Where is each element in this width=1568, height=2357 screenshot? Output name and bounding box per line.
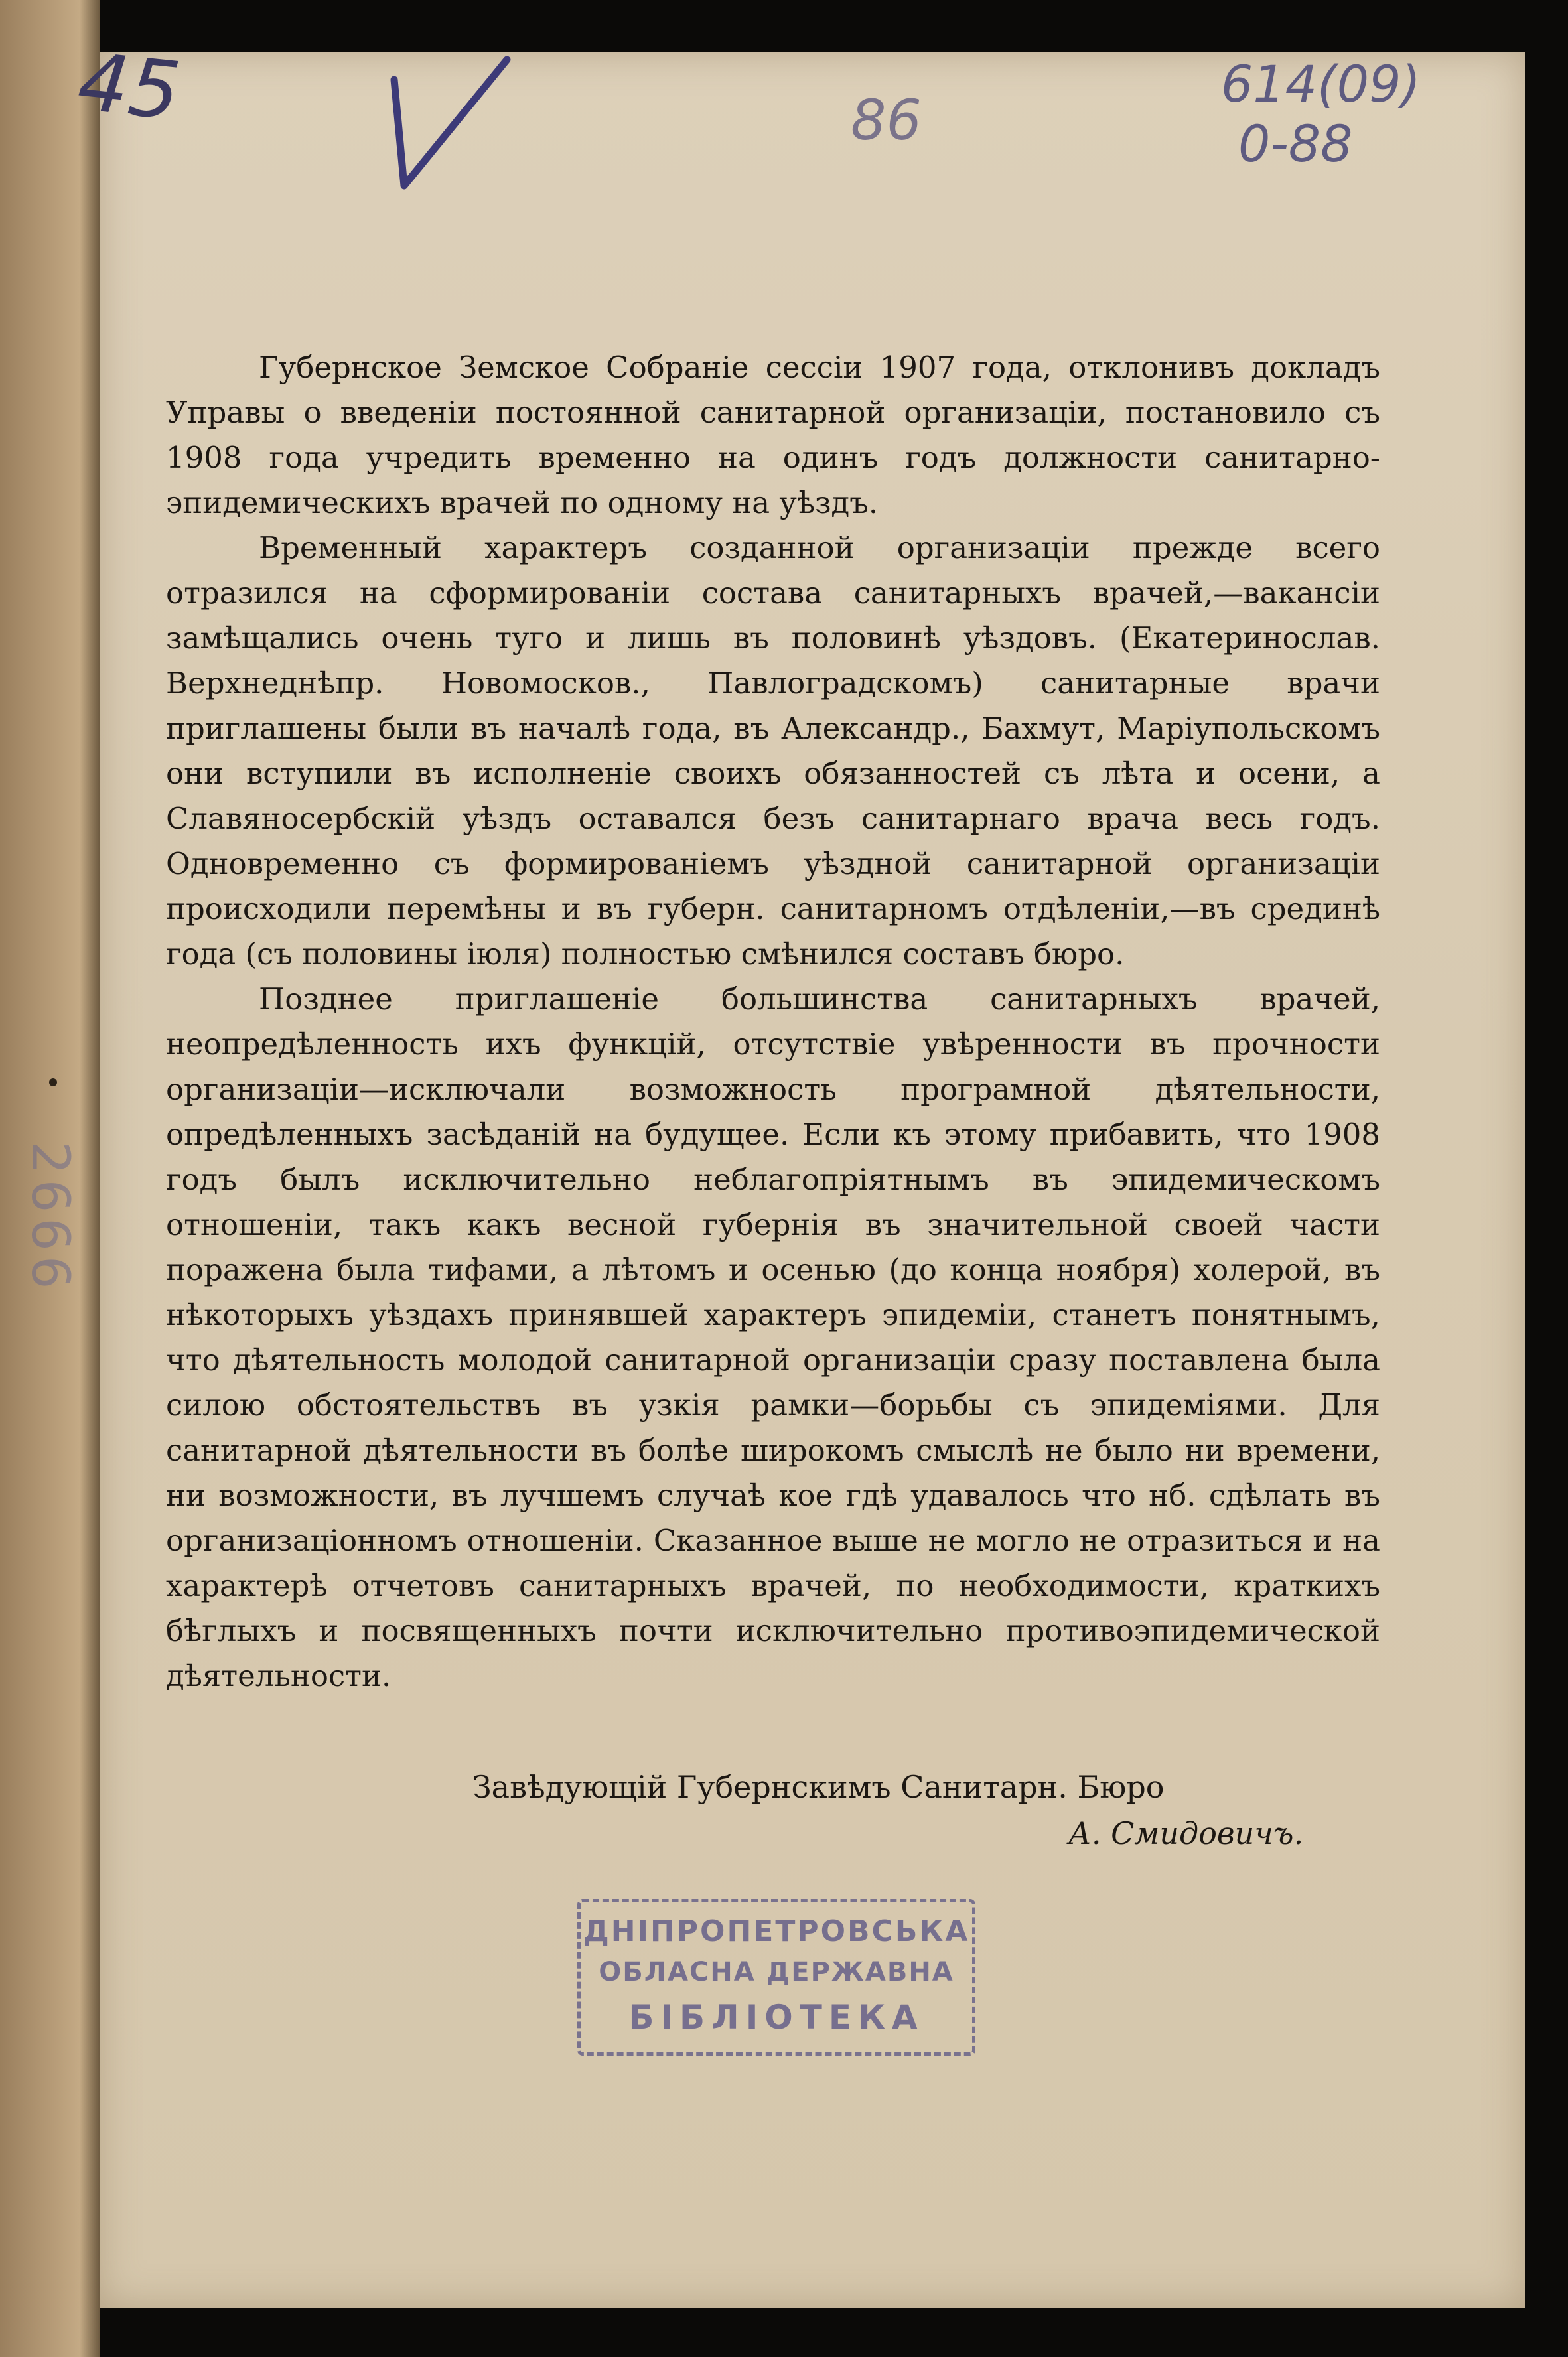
- handwritten-leaf-number: 86: [851, 88, 922, 153]
- paragraph: Позднее приглашеніе большинства санитарныхъ врачей, неопредѣленность ихъ функцій, отсутствіе увѣренности въ прочности организаціи—исключали возможность програмной дѣятельности, опредѣленныхъ засѣданій на будущее. Если къ этому прибавить, что 1908 годъ былъ исключительно неблагопріятнымъ въ эпидемическомъ отношеніи, такъ какъ весной губернія въ значительной своей части поражена была тифами, а лѣтомъ и осенью (до конца ноября) холерой, въ нѣкоторыхъ уѣздахъ принявшей характеръ эпидеміи, станетъ понятнымъ, что дѣятельность молодой санитарной организаціи сразу поставлена была силою обстоятельствъ въ узкія рамки—борьбы съ эпидеміями. Для санитарной дѣятельности въ болѣе широкомъ смыслѣ не было ни времени, ни возможности, въ лучшемъ случаѣ кое гдѣ удавалось что нб. сдѣлать въ организаціонномъ отношеніи. Сказанное выше не могло не отразиться и на характерѣ отчетовъ санитарныхъ врачей, по необходимости, краткихъ бѣглыхъ и посвященныхъ почти исключительно противоэпидемической дѣятельности.: [166, 981, 1380, 1693]
- signatory-role: Завѣдующій Губернскимъ Санитарн. Бюро: [472, 1769, 1165, 1805]
- classification-code: 614(09): [1221, 54, 1421, 113]
- paragraph: Временный характеръ созданной организаціи прежде всего отразился на сформированіи состава санитарныхъ врачей,—вакансіи замѣщались очень туго и лишь въ половинѣ уѣздовъ. (Екатеринослав. Верхнеднѣпр. Новомосков., Павлоградскомъ) санитарные врачи приглашены были въ началѣ года, въ Александр., Бахмут, Маріупольскомъ они вступили въ исполненіе своихъ обязанностей съ лѣта и осени, а Славяносербскій уѣздъ оставался безъ санитарнаго врача весь годъ. Одновременно съ формированіемъ уѣздной санитарной организаціи происходили перемѣны и въ губерн. санитарномъ отдѣленіи,—въ срединѣ года (съ половины іюля) полностью смѣнился составъ бюро.: [166, 530, 1380, 971]
- document-body: [166, 345, 1380, 1699]
- stamp-line: БІБЛІОТЕКА: [628, 1998, 924, 2036]
- margin-note: 2666: [20, 1141, 80, 1295]
- classification-code-2: 0-88: [1238, 114, 1353, 173]
- stamp-line: ДНІПРОПЕТРОВСЬКА: [583, 1914, 970, 1948]
- handwritten-page-number: 45: [74, 36, 184, 139]
- stamp-line: ОБЛАСНА ДЕРЖАВНА: [599, 1957, 954, 1987]
- page-right-edge: [1525, 52, 1568, 2308]
- book-spine-edge: [0, 0, 100, 2357]
- library-stamp: [577, 1899, 975, 2056]
- paragraph: Губернское Земское Собраніе сессіи 1907 года, отклонивъ докладъ Управы о введеніи постоянной санитарной организаціи, постановило съ 1908 года учредить временно на одинъ годъ должности санитарно-эпидемическихъ врачей по одному на уѣздъ.: [166, 350, 1380, 520]
- ink-dot: [49, 1078, 57, 1086]
- checkmark-icon: [288, 53, 514, 206]
- signatory-name: А. Смидовичъ.: [1068, 1816, 1304, 1851]
